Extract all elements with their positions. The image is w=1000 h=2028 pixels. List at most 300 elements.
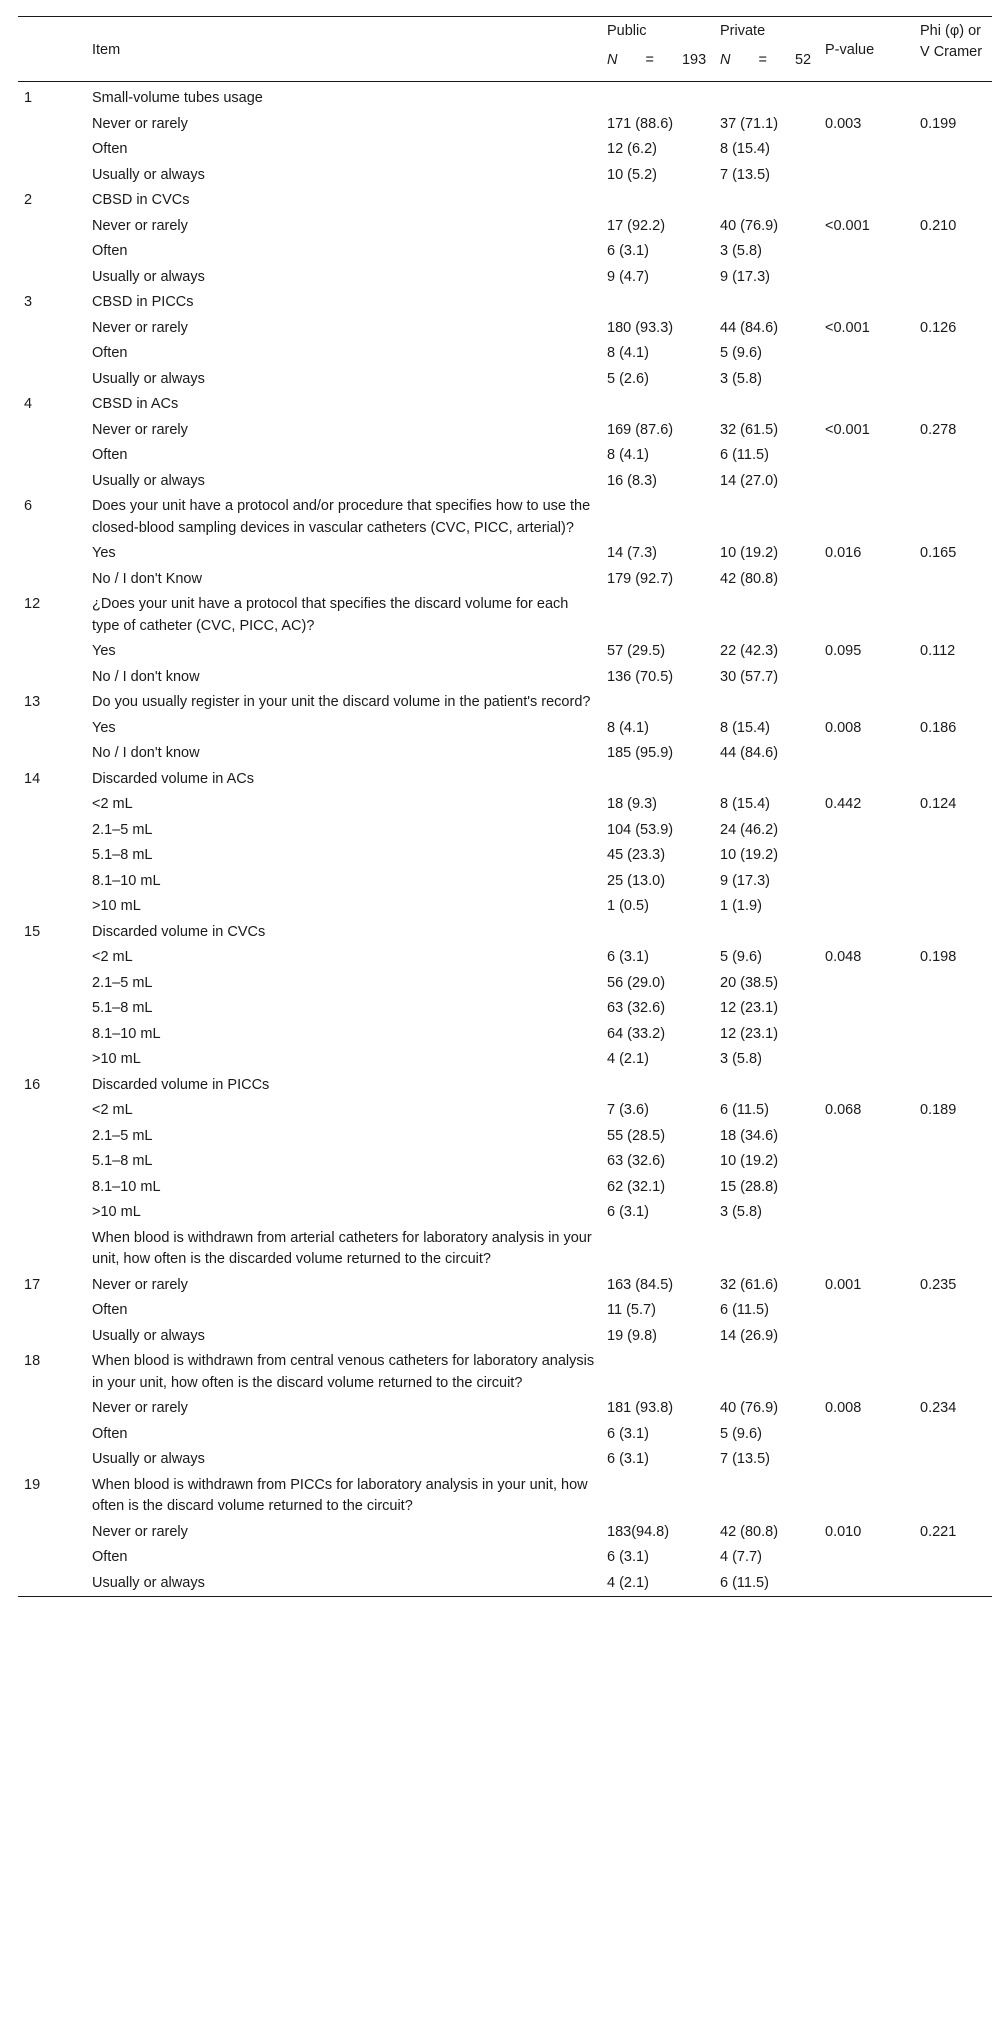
header-pvalue: P-value <box>819 17 914 82</box>
row-private: 3 (5.8) <box>720 1051 762 1067</box>
row-item: <2 mL <box>92 949 133 965</box>
row-number <box>18 469 86 495</box>
table-row <box>18 1473 992 1520</box>
header-number <box>18 17 86 82</box>
row-item: Often <box>92 447 128 463</box>
row-number <box>18 1396 86 1422</box>
row-private: 7 (13.5) <box>720 1451 770 1467</box>
row-item: Never or rarely <box>92 421 188 438</box>
row-number <box>18 741 86 767</box>
row-phi <box>914 665 992 691</box>
row-number <box>18 239 86 265</box>
row-public: 63 (32.6) <box>607 1153 666 1169</box>
row-pvalue <box>819 239 914 265</box>
row-private: 10 (19.2) <box>720 847 779 863</box>
table-row <box>18 971 992 997</box>
table-row <box>18 767 992 793</box>
row-phi: 0.186 <box>920 719 957 736</box>
row-number <box>18 1200 86 1226</box>
row-private <box>714 920 819 946</box>
table-row <box>18 494 992 541</box>
row-public: 6 (3.1) <box>607 1204 649 1220</box>
row-public: 10 (5.2) <box>607 166 657 183</box>
row-pvalue <box>819 1349 914 1396</box>
row-public: 6 (3.1) <box>607 949 649 965</box>
row-phi <box>914 341 992 367</box>
row-number <box>18 792 86 818</box>
table-row <box>18 137 992 163</box>
row-item: No / I don't know <box>92 745 200 761</box>
row-private <box>714 82 819 112</box>
table-row <box>18 567 992 593</box>
row-pvalue <box>819 996 914 1022</box>
row-pvalue <box>819 741 914 767</box>
row-item: Never or rarely <box>92 115 188 132</box>
row-number: 17 <box>24 1276 41 1293</box>
row-phi: 0.189 <box>920 1102 957 1118</box>
table-row <box>18 894 992 920</box>
row-public: 6 (3.1) <box>607 1549 649 1565</box>
row-item: 2.1–5 mL <box>92 974 153 991</box>
row-item: <2 mL <box>92 1102 133 1118</box>
row-public <box>601 188 714 214</box>
row-phi: 0.126 <box>920 319 957 336</box>
row-pvalue: 0.068 <box>825 1102 862 1118</box>
row-number: 16 <box>24 1076 41 1093</box>
row-public: 55 (28.5) <box>607 1127 666 1144</box>
row-phi: 0.124 <box>920 796 957 812</box>
row-pvalue <box>819 920 914 946</box>
row-phi: 0.165 <box>920 545 957 561</box>
row-pvalue <box>819 265 914 291</box>
row-item: Often <box>92 345 128 361</box>
table-row <box>18 163 992 189</box>
row-item: Does your unit have a protocol and/or procedure that specifies how to use the closed-blood sampling devices in vascular catheters (CVC, PICC, arterial)? <box>92 498 591 536</box>
row-pvalue <box>819 494 914 541</box>
row-phi <box>914 188 992 214</box>
row-public <box>601 920 714 946</box>
row-pvalue <box>819 1422 914 1448</box>
row-public <box>601 1073 714 1099</box>
row-pvalue <box>819 1447 914 1473</box>
row-item: Never or rarely <box>92 1276 188 1293</box>
row-phi <box>914 1200 992 1226</box>
row-pvalue: 0.003 <box>825 115 862 132</box>
row-number <box>18 1022 86 1048</box>
row-public: 14 (7.3) <box>607 545 657 561</box>
header-phi: Phi (φ) or V Cramer <box>914 17 992 82</box>
row-number: 4 <box>24 396 33 412</box>
row-number <box>18 1175 86 1201</box>
row-public <box>601 767 714 793</box>
row-item: Often <box>92 141 128 157</box>
row-number <box>18 1545 86 1571</box>
table-row <box>18 1396 992 1422</box>
row-number <box>18 869 86 895</box>
row-phi <box>914 494 992 541</box>
row-public: 163 (84.5) <box>607 1276 674 1293</box>
row-number <box>18 567 86 593</box>
row-number: 18 <box>24 1353 41 1369</box>
row-private: 3 (5.8) <box>720 243 762 259</box>
row-item: 8.1–10 mL <box>92 1178 161 1195</box>
row-private <box>714 1473 819 1520</box>
row-public: 63 (32.6) <box>607 1000 666 1016</box>
row-public <box>601 690 714 716</box>
row-number: 2 <box>24 192 33 208</box>
row-item: Usually or always <box>92 1451 205 1467</box>
row-number: 1 <box>24 90 33 106</box>
table-row <box>18 1149 992 1175</box>
table-row <box>18 443 992 469</box>
row-pvalue <box>819 188 914 214</box>
table-row <box>18 1349 992 1396</box>
row-phi <box>914 1324 992 1350</box>
row-public: 9 (4.7) <box>607 268 649 285</box>
row-pvalue <box>819 843 914 869</box>
row-pvalue <box>819 1324 914 1350</box>
row-number <box>18 137 86 163</box>
row-item: Usually or always <box>92 370 205 387</box>
table-row <box>18 665 992 691</box>
row-private: 32 (61.5) <box>720 421 779 438</box>
row-number <box>18 1226 86 1273</box>
row-private: 6 (11.5) <box>720 1302 769 1318</box>
header-private-n: N = 52 <box>720 52 812 68</box>
row-number: 15 <box>24 923 41 940</box>
row-public: 179 (92.7) <box>607 570 674 587</box>
row-item: 5.1–8 mL <box>92 1153 153 1169</box>
row-phi <box>914 1447 992 1473</box>
row-public: 181 (93.8) <box>607 1400 674 1416</box>
table-row <box>18 818 992 844</box>
header-private <box>714 17 819 82</box>
row-phi <box>914 971 992 997</box>
row-public: 8 (4.1) <box>607 447 649 463</box>
row-pvalue <box>819 367 914 393</box>
table-row <box>18 1447 992 1473</box>
row-phi: 0.199 <box>920 115 957 132</box>
table-row <box>18 1226 992 1273</box>
row-number <box>18 443 86 469</box>
row-phi <box>914 1422 992 1448</box>
row-number <box>18 163 86 189</box>
table-row <box>18 367 992 393</box>
row-number: 6 <box>24 498 33 514</box>
row-private <box>714 290 819 316</box>
table-row <box>18 1175 992 1201</box>
row-phi <box>914 1571 992 1597</box>
row-number <box>18 843 86 869</box>
row-public: 8 (4.1) <box>607 345 649 361</box>
row-private <box>714 690 819 716</box>
row-item: 5.1–8 mL <box>92 847 153 863</box>
table-row <box>18 1298 992 1324</box>
row-private <box>714 1073 819 1099</box>
row-public <box>601 1473 714 1520</box>
row-private: 5 (9.6) <box>720 949 762 965</box>
row-private: 4 (7.7) <box>720 1549 762 1565</box>
row-phi: 0.198 <box>920 949 957 965</box>
row-public: 64 (33.2) <box>607 1025 666 1042</box>
row-pvalue: 0.016 <box>825 545 862 561</box>
row-private: 6 (11.5) <box>720 1574 769 1591</box>
row-pvalue <box>819 1175 914 1201</box>
row-private: 5 (9.6) <box>720 1425 762 1442</box>
row-phi <box>914 392 992 418</box>
row-item: Discarded volume in ACs <box>92 770 254 787</box>
row-pvalue <box>819 1298 914 1324</box>
row-phi <box>914 996 992 1022</box>
row-pvalue: 0.048 <box>825 949 862 965</box>
table-row <box>18 239 992 265</box>
row-item: 2.1–5 mL <box>92 821 153 838</box>
row-phi <box>914 82 992 112</box>
row-item: Discarded volume in CVCs <box>92 923 266 940</box>
row-item: No / I don't Know <box>92 570 202 587</box>
row-item: >10 mL <box>92 1204 141 1220</box>
table-row <box>18 341 992 367</box>
table-row <box>18 469 992 495</box>
row-phi: 0.210 <box>920 217 957 234</box>
table-row <box>18 920 992 946</box>
row-number <box>18 1571 86 1597</box>
row-phi <box>914 567 992 593</box>
row-public: 56 (29.0) <box>607 974 666 991</box>
row-item: ¿Does your unit have a protocol that specifies the discard volume for each type of catheter (CVC, PICC, AC)? <box>92 596 569 634</box>
row-public <box>601 592 714 639</box>
table-row <box>18 82 992 112</box>
row-item: >10 mL <box>92 1051 141 1067</box>
row-private: 6 (11.5) <box>720 1102 769 1118</box>
row-phi <box>914 741 992 767</box>
table-row <box>18 1200 992 1226</box>
row-phi <box>914 163 992 189</box>
table-row <box>18 316 992 342</box>
row-number: 19 <box>24 1476 41 1493</box>
row-number <box>18 1324 86 1350</box>
row-private: 9 (17.3) <box>720 872 770 889</box>
row-item: 5.1–8 mL <box>92 1000 153 1016</box>
row-phi <box>914 869 992 895</box>
row-private: 24 (46.2) <box>720 821 779 838</box>
row-number <box>18 341 86 367</box>
row-public: 169 (87.6) <box>607 421 674 438</box>
row-item: Yes <box>92 719 116 736</box>
row-public: 19 (9.8) <box>607 1327 657 1344</box>
row-public: 5 (2.6) <box>607 370 649 387</box>
row-pvalue <box>819 818 914 844</box>
table-row <box>18 290 992 316</box>
row-pvalue: 0.001 <box>825 1276 862 1293</box>
row-private: 15 (28.8) <box>720 1178 779 1195</box>
row-phi: 0.112 <box>920 643 956 659</box>
row-pvalue <box>819 443 914 469</box>
row-phi <box>914 1473 992 1520</box>
row-public: 6 (3.1) <box>607 1451 649 1467</box>
row-private: 9 (17.3) <box>720 268 770 285</box>
row-item: CBSD in CVCs <box>92 192 190 208</box>
row-private: 44 (84.6) <box>720 745 779 761</box>
row-pvalue <box>819 1226 914 1273</box>
row-number <box>18 214 86 240</box>
row-pvalue: 0.010 <box>825 1523 862 1540</box>
row-pvalue <box>819 341 914 367</box>
table-row <box>18 1324 992 1350</box>
table-row <box>18 716 992 742</box>
table-row <box>18 1520 992 1546</box>
row-private: 30 (57.7) <box>720 668 779 685</box>
row-phi: 0.221 <box>920 1523 957 1540</box>
row-pvalue <box>819 1022 914 1048</box>
row-number <box>18 265 86 291</box>
table-row <box>18 112 992 138</box>
row-pvalue <box>819 665 914 691</box>
table-row <box>18 1422 992 1448</box>
row-pvalue <box>819 592 914 639</box>
row-item: Usually or always <box>92 1574 205 1591</box>
table-row <box>18 1124 992 1150</box>
table-row <box>18 869 992 895</box>
row-pvalue <box>819 894 914 920</box>
row-number <box>18 367 86 393</box>
row-item: Never or rarely <box>92 217 188 234</box>
row-phi: 0.235 <box>920 1276 957 1293</box>
row-phi <box>914 920 992 946</box>
table-row <box>18 541 992 567</box>
row-item: CBSD in ACs <box>92 396 179 412</box>
row-private <box>714 392 819 418</box>
row-public <box>601 290 714 316</box>
row-public <box>601 82 714 112</box>
header-public-label: Public <box>607 23 647 39</box>
row-item: Often <box>92 243 128 259</box>
row-private: 3 (5.8) <box>720 370 762 387</box>
header-private-label: Private <box>720 23 766 39</box>
row-private <box>714 767 819 793</box>
row-item: When blood is withdrawn from central venous catheters for laboratory analysis in your unit, how often is the discard volume returned to the circuit? <box>92 1353 595 1391</box>
row-item: Do you usually register in your unit the discard volume in the patient's record? <box>92 694 591 710</box>
row-item: Yes <box>92 643 116 659</box>
row-phi <box>914 265 992 291</box>
row-number <box>18 1520 86 1546</box>
row-item: Discarded volume in PICCs <box>92 1076 270 1093</box>
row-number: 12 <box>24 596 41 612</box>
row-private: 10 (19.2) <box>720 545 779 561</box>
row-pvalue <box>819 1073 914 1099</box>
row-public: 171 (88.6) <box>607 115 674 132</box>
row-phi <box>914 1349 992 1396</box>
row-number: 13 <box>24 694 41 710</box>
table-row <box>18 1047 992 1073</box>
row-phi: 0.278 <box>920 421 957 438</box>
table-row <box>18 639 992 665</box>
table-row <box>18 741 992 767</box>
row-phi <box>914 1124 992 1150</box>
row-phi <box>914 367 992 393</box>
row-private: 8 (15.4) <box>720 719 770 736</box>
row-public: 4 (2.1) <box>607 1051 649 1067</box>
row-private: 14 (27.0) <box>720 472 779 489</box>
row-private: 1 (1.9) <box>720 898 762 914</box>
row-item: Never or rarely <box>92 319 188 336</box>
table-row <box>18 1022 992 1048</box>
row-number <box>18 945 86 971</box>
row-phi <box>914 1073 992 1099</box>
header-public-n: N = 193 <box>607 52 707 68</box>
row-phi <box>914 690 992 716</box>
row-number <box>18 541 86 567</box>
table-row <box>18 945 992 971</box>
row-pvalue: 0.008 <box>825 1400 862 1416</box>
table-row <box>18 214 992 240</box>
row-item: Usually or always <box>92 1327 205 1344</box>
row-phi <box>914 1022 992 1048</box>
header-item: Item <box>86 17 601 82</box>
table-header <box>18 17 992 82</box>
row-pvalue <box>819 1200 914 1226</box>
row-private: 10 (19.2) <box>720 1153 779 1169</box>
row-private: 7 (13.5) <box>720 166 770 183</box>
table-row <box>18 996 992 1022</box>
row-private: 40 (76.9) <box>720 217 779 234</box>
row-private: 12 (23.1) <box>720 1025 779 1042</box>
row-number <box>18 894 86 920</box>
row-number <box>18 818 86 844</box>
table-row <box>18 792 992 818</box>
row-number <box>18 418 86 444</box>
row-public: 183(94.8) <box>607 1523 670 1540</box>
row-number <box>18 1098 86 1124</box>
row-private <box>714 188 819 214</box>
row-private: 32 (61.6) <box>720 1276 779 1293</box>
row-item: When blood is withdrawn from arterial catheters for laboratory analysis in your unit, how often is the discarded volume returned to the circuit? <box>92 1229 592 1267</box>
row-pvalue: <0.001 <box>825 421 870 438</box>
row-pvalue <box>819 567 914 593</box>
row-number <box>18 1047 86 1073</box>
row-private: 14 (26.9) <box>720 1327 779 1344</box>
row-public: 4 (2.1) <box>607 1574 649 1591</box>
table-row <box>18 418 992 444</box>
table-row <box>18 843 992 869</box>
header-public <box>601 17 714 82</box>
row-pvalue <box>819 767 914 793</box>
row-pvalue <box>819 392 914 418</box>
row-private <box>714 1349 819 1396</box>
row-phi <box>914 1149 992 1175</box>
row-private <box>714 494 819 541</box>
results-table <box>18 16 992 1597</box>
row-private: 8 (15.4) <box>720 796 770 812</box>
row-pvalue <box>819 1149 914 1175</box>
row-phi <box>914 239 992 265</box>
table-row <box>18 1545 992 1571</box>
row-item: >10 mL <box>92 898 141 914</box>
row-private: 3 (5.8) <box>720 1204 762 1220</box>
row-item: Usually or always <box>92 268 205 285</box>
row-public: 1 (0.5) <box>607 898 649 914</box>
row-public: 185 (95.9) <box>607 745 674 761</box>
row-phi <box>914 1226 992 1273</box>
row-public: 6 (3.1) <box>607 243 649 259</box>
row-phi <box>914 818 992 844</box>
row-public: 57 (29.5) <box>607 643 666 659</box>
row-private: 8 (15.4) <box>720 141 770 157</box>
row-number <box>18 1298 86 1324</box>
row-pvalue: 0.095 <box>825 643 862 659</box>
row-private: 37 (71.1) <box>720 115 779 132</box>
row-pvalue <box>819 82 914 112</box>
